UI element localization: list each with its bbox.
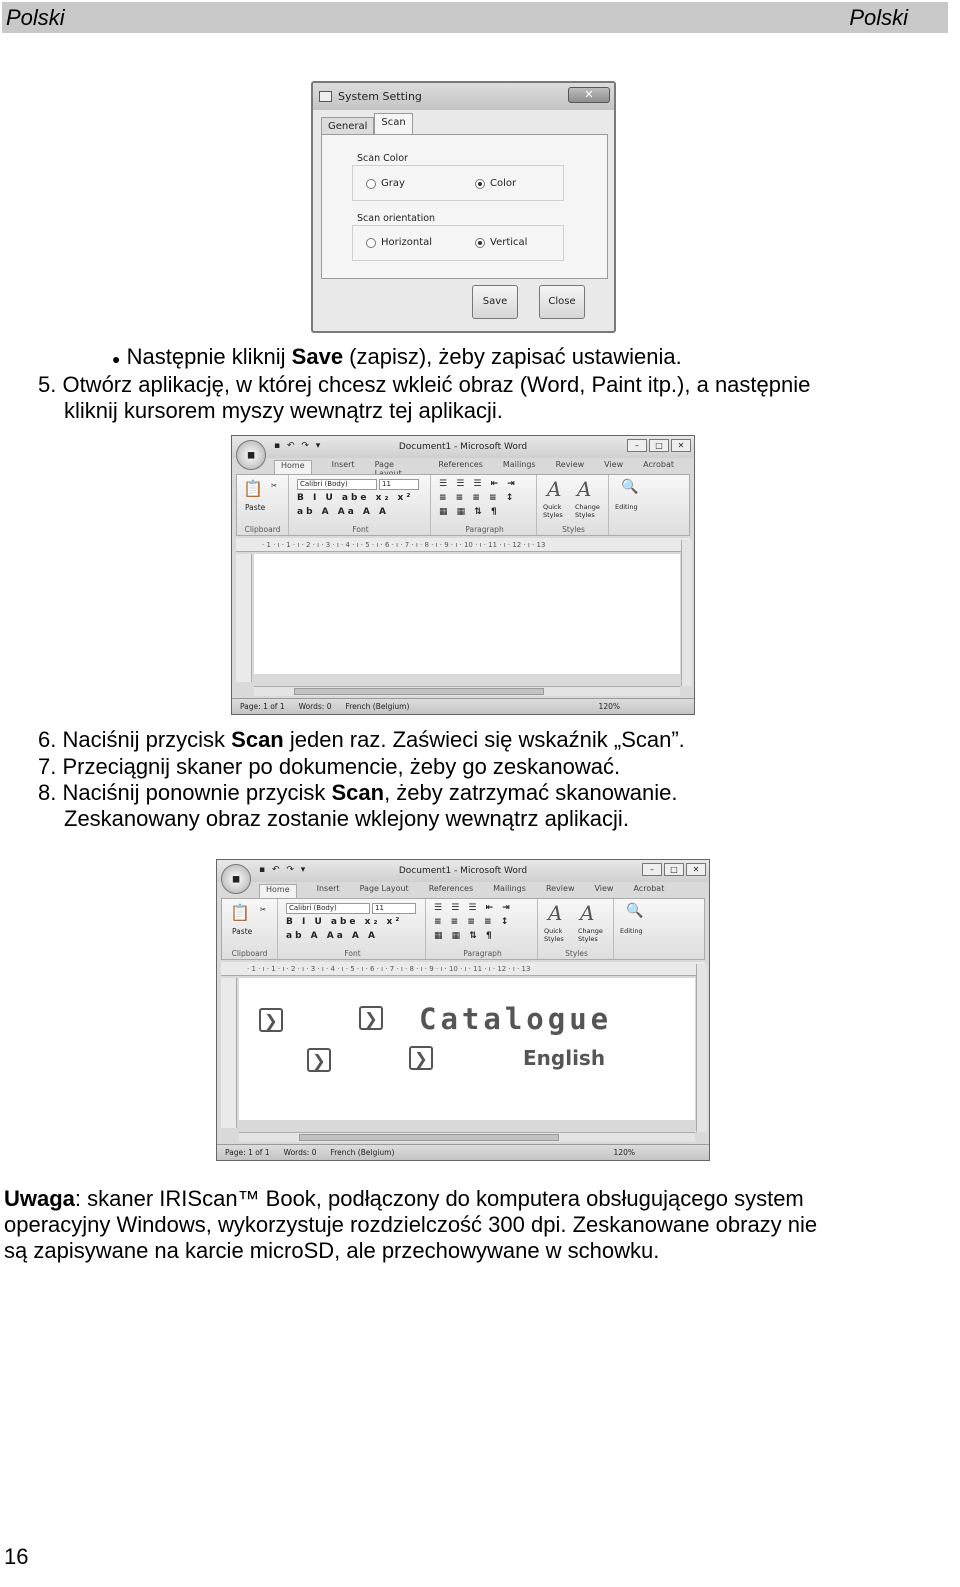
tab-home[interactable]: Home — [259, 884, 297, 898]
tab-references[interactable]: References — [438, 460, 483, 469]
paragraph-group — [428, 899, 538, 959]
font-group — [280, 899, 426, 959]
status-words[interactable]: Words: 0 — [283, 1148, 317, 1157]
tab-page-layout[interactable]: Page Layout — [359, 884, 409, 893]
step7: 7. Przeciągnij skaner po dokumencie, żeby go zeskanować. — [38, 754, 621, 779]
radio-color-dot — [475, 179, 485, 189]
binoculars-icon[interactable]: 🔍 — [621, 479, 639, 495]
scanned-subtitle: English — [523, 1046, 606, 1070]
bullet-pre: Następnie kliknij — [126, 344, 292, 369]
step5-line2: kliknij kursorem myszy wewnątrz tej aplikacji. — [64, 398, 503, 423]
tab-insert[interactable]: Insert — [331, 460, 355, 469]
paste-icon[interactable]: 📋 — [243, 479, 263, 498]
app-icon — [319, 91, 332, 102]
shading-icons[interactable]: ▦ ▦ ⇅ ¶ — [434, 931, 495, 941]
font-label: Font — [344, 949, 361, 958]
step6-bold: Scan — [231, 727, 284, 752]
radio-vertical-label: Vertical — [490, 237, 528, 248]
ribbon-tabs-2 — [259, 884, 709, 898]
status-page[interactable]: Page: 1 of 1 — [225, 1148, 270, 1157]
shading-icons[interactable]: ▦ ▦ ⇅ ¶ — [439, 507, 500, 517]
step6 — [38, 727, 685, 753]
tab-acrobat[interactable]: Acrobat — [633, 884, 665, 893]
tab-insert[interactable]: Insert — [316, 884, 340, 893]
page-header — [2, 2, 948, 33]
office-button-icon[interactable]: ◼ — [236, 440, 266, 470]
font-color-icons[interactable]: ab A Aa A A — [286, 931, 378, 941]
paste-label[interactable]: Paste — [245, 503, 266, 512]
step8-bold: Scan — [331, 780, 385, 805]
scan-color-label: Scan Color — [357, 153, 408, 164]
note-line2: operacyjny Windows, wykorzystuje rozdzielczość 300 dpi. Zeskanowane obrazy nie — [4, 1212, 818, 1237]
paragraph-label: Paragraph — [463, 949, 502, 958]
quick-access-toolbar[interactable]: ▪ ↶ ↷ ▾ — [274, 441, 323, 451]
scrollbar-thumb[interactable] — [294, 688, 544, 695]
scrollbar-thumb-2[interactable] — [299, 1134, 559, 1141]
paste-label[interactable]: Paste — [232, 927, 253, 936]
clipboard-group — [237, 475, 289, 535]
step5-line1: 5. Otwórz aplikację, w której chcesz wkleić obraz (Word, Paint itp.), a następnie — [38, 372, 811, 397]
save-button[interactable]: Save — [472, 285, 518, 319]
cut-icon[interactable]: ✂ — [260, 905, 267, 914]
editing-group — [616, 899, 652, 959]
font-name-field[interactable]: Calibri (Body) — [297, 479, 377, 490]
paragraph-group — [433, 475, 537, 535]
clipboard-label: Clipboard — [231, 949, 268, 958]
horizontal-ruler-2: · 1 · ı · 1 · ı · 2 · ı · 3 · ı · 4 · ı · 5 · ı · 6 · ı · 7 · ı · 8 · ı · 9 · ı · 10 · ı · 11 · ı · 12 · ı · 13 — [221, 962, 705, 976]
word-window-scanned — [216, 859, 710, 1161]
note-line3: są zapisywane na karcie microSD, ale przechowywane w schowku. — [4, 1238, 660, 1263]
radio-gray[interactable] — [366, 178, 405, 189]
radio-horizontal-label: Horizontal — [381, 237, 433, 248]
status-words[interactable]: Words: 0 — [298, 702, 332, 711]
document-area-2[interactable] — [239, 978, 695, 1120]
list-icons[interactable]: ☰ ☰ ☰ ⇤ ⇥ — [434, 903, 513, 913]
minimize-icon[interactable]: – — [642, 863, 662, 876]
horizontal-scrollbar-2[interactable] — [239, 1132, 695, 1142]
clipboard-label: Clipboard — [244, 525, 281, 534]
tab-home[interactable]: Home — [274, 460, 312, 474]
cut-icon[interactable]: ✂ — [271, 481, 278, 490]
header-left: Polski — [6, 4, 65, 30]
bullet-dot: ● — [112, 351, 121, 367]
radio-vertical-dot — [475, 238, 485, 248]
align-icons[interactable]: ≡ ≡ ≡ ≡ ↕ — [434, 917, 512, 927]
radio-color-label: Color — [490, 178, 517, 189]
step8-line2: Zeskanowany obraz zostanie wklejony wewnątrz aplikacji. — [64, 806, 629, 831]
scan-tab-panel — [321, 134, 608, 279]
tab-general[interactable]: General — [321, 117, 374, 135]
radio-gray-label: Gray — [381, 178, 405, 189]
styles-group — [540, 899, 614, 959]
change-styles-label[interactable]: Change Styles — [575, 503, 600, 519]
vertical-ruler — [236, 554, 252, 682]
close-button[interactable]: Close — [539, 285, 585, 319]
styles-label: Styles — [562, 525, 585, 534]
font-size-field[interactable]: 11 — [379, 479, 419, 490]
dialog-tabs — [321, 113, 413, 135]
radio-horizontal[interactable] — [366, 237, 432, 248]
quick-styles-icon[interactable]: A — [548, 901, 563, 925]
document-area[interactable] — [254, 554, 680, 674]
step8-post: , żeby zatrzymać skanowanie. — [384, 780, 678, 805]
close-icon[interactable]: ✕ — [568, 87, 610, 103]
tab-references[interactable]: References — [428, 884, 474, 893]
word-window-empty — [231, 435, 695, 715]
tab-scan[interactable]: Scan — [374, 113, 412, 135]
chevron-right-icon: ❯ — [409, 1046, 433, 1070]
header-right: Polski — [849, 4, 908, 30]
minimize-icon[interactable]: – — [627, 439, 647, 452]
radio-color[interactable] — [475, 178, 516, 189]
change-styles-label[interactable]: Change Styles — [578, 927, 603, 943]
font-color-icons[interactable]: ab A Aa A A — [297, 507, 389, 517]
dialog-title: System Setting — [338, 90, 422, 103]
styles-label: Styles — [565, 949, 588, 958]
system-setting-dialog — [311, 81, 616, 333]
office-button-icon[interactable]: ◼ — [221, 864, 251, 894]
word-titlebar-2 — [217, 860, 709, 882]
bullet-post: (zapisz), żeby zapisać ustawienia. — [343, 344, 682, 369]
paste-icon[interactable]: 📋 — [230, 903, 250, 922]
maximize-icon[interactable]: □ — [649, 439, 669, 452]
tab-page-layout[interactable]: Page — [374, 460, 394, 469]
clipboard-group — [222, 899, 278, 959]
zoom-level[interactable]: 120% — [613, 1148, 635, 1157]
close-icon[interactable]: ✕ — [686, 863, 706, 876]
change-styles-icon[interactable]: A — [577, 477, 592, 501]
chevron-right-icon: ❯ — [307, 1048, 331, 1072]
horizontal-scrollbar[interactable] — [254, 686, 680, 696]
editing-label[interactable]: Editing — [615, 503, 638, 511]
bullet-save-step — [112, 344, 682, 372]
ribbon — [236, 474, 690, 536]
font-group — [291, 475, 431, 535]
step6-post: jeden raz. Zaświeci się wskaźnik „Scan”. — [283, 727, 685, 752]
editing-group — [611, 475, 645, 535]
maximize-icon[interactable]: □ — [664, 863, 684, 876]
bullet-bold: Save — [291, 344, 344, 369]
note-bold: Uwaga — [4, 1186, 75, 1211]
radio-gray-dot — [366, 179, 376, 189]
horizontal-ruler: · 1 · ı · 1 · ı · 2 · ı · 3 · ı · 4 · ı · 5 · ı · 6 · ı · 7 · ı · 8 · ı · 9 · ı · 10 · ı · 11 · ı · 12 · ı · 13 — [236, 538, 690, 552]
status-bar — [232, 698, 694, 714]
tab-view[interactable]: View — [604, 460, 624, 469]
scan-orientation-label: Scan orientation — [357, 213, 436, 224]
tab-mailings[interactable]: Mailings — [502, 460, 536, 469]
tab-mailings[interactable]: Mailings — [493, 884, 526, 893]
window-controls-2 — [642, 863, 706, 876]
vertical-ruler-2 — [221, 978, 237, 1128]
chevron-right-icon: ❯ — [359, 1006, 383, 1030]
tab-acrobat[interactable]: Acrobat — [643, 460, 674, 469]
binoculars-icon[interactable]: 🔍 — [626, 903, 644, 919]
vertical-scrollbar-2[interactable] — [696, 964, 707, 1132]
note-line1 — [4, 1186, 804, 1212]
font-name-field[interactable]: Calibri (Body) — [286, 903, 370, 914]
quick-styles-icon[interactable]: A — [547, 477, 562, 501]
status-bar-2 — [217, 1144, 709, 1160]
font-format-icons[interactable]: B I U abe x₂ x² — [297, 493, 414, 503]
window-controls — [627, 439, 691, 452]
vertical-scrollbar[interactable] — [681, 540, 692, 686]
align-icons[interactable]: ≡ ≡ ≡ ≡ ↕ — [439, 493, 517, 503]
radio-vertical[interactable] — [475, 237, 527, 248]
editing-label[interactable]: Editing — [620, 927, 643, 935]
tab-view[interactable]: View — [594, 884, 614, 893]
tab-review[interactable]: Review — [555, 460, 585, 469]
step8-pre: 8. Naciśnij ponownie przycisk — [38, 780, 332, 805]
ribbon-tabs — [274, 460, 694, 474]
status-language[interactable]: French (Belgium) — [345, 702, 410, 711]
tab-review[interactable]: Review — [545, 884, 575, 893]
quick-styles-label[interactable]: Quick Styles — [544, 927, 564, 943]
step6-pre: 6. Naciśnij przycisk — [38, 727, 232, 752]
ribbon-2 — [221, 898, 705, 960]
word-titlebar — [232, 436, 694, 458]
font-size-field[interactable]: 11 — [372, 903, 416, 914]
quick-access-toolbar-2[interactable]: ▪ ↶ ↷ ▾ — [259, 865, 308, 875]
close-icon[interactable]: ✕ — [671, 439, 691, 452]
zoom-level[interactable]: 120% — [598, 702, 620, 711]
status-language[interactable]: French (Belgium) — [330, 1148, 395, 1157]
list-icons[interactable]: ☰ ☰ ☰ ⇤ ⇥ — [439, 479, 518, 489]
radio-horizontal-dot — [366, 238, 376, 248]
note-line1-text: : skaner IRIScan™ Book, podłączony do komputera obsługującego system — [74, 1186, 804, 1211]
scanned-title: Catalogue — [419, 1002, 613, 1036]
paragraph-label: Paragraph — [465, 525, 504, 534]
font-format-icons[interactable]: B I U abe x₂ x² — [286, 917, 403, 927]
chevron-right-icon: ❯ — [259, 1008, 283, 1032]
font-label: Font — [352, 525, 369, 534]
status-page[interactable]: Page: 1 of 1 — [240, 702, 285, 711]
word-doc-title-2: Document1 - Microsoft Word — [398, 866, 528, 876]
styles-group — [539, 475, 609, 535]
page-number: 16 — [4, 1544, 29, 1569]
change-styles-icon[interactable]: A — [580, 901, 595, 925]
step8 — [38, 780, 678, 806]
word-doc-title: Document1 - Microsoft Word — [398, 442, 528, 452]
quick-styles-label[interactable]: Quick Styles — [543, 503, 563, 519]
